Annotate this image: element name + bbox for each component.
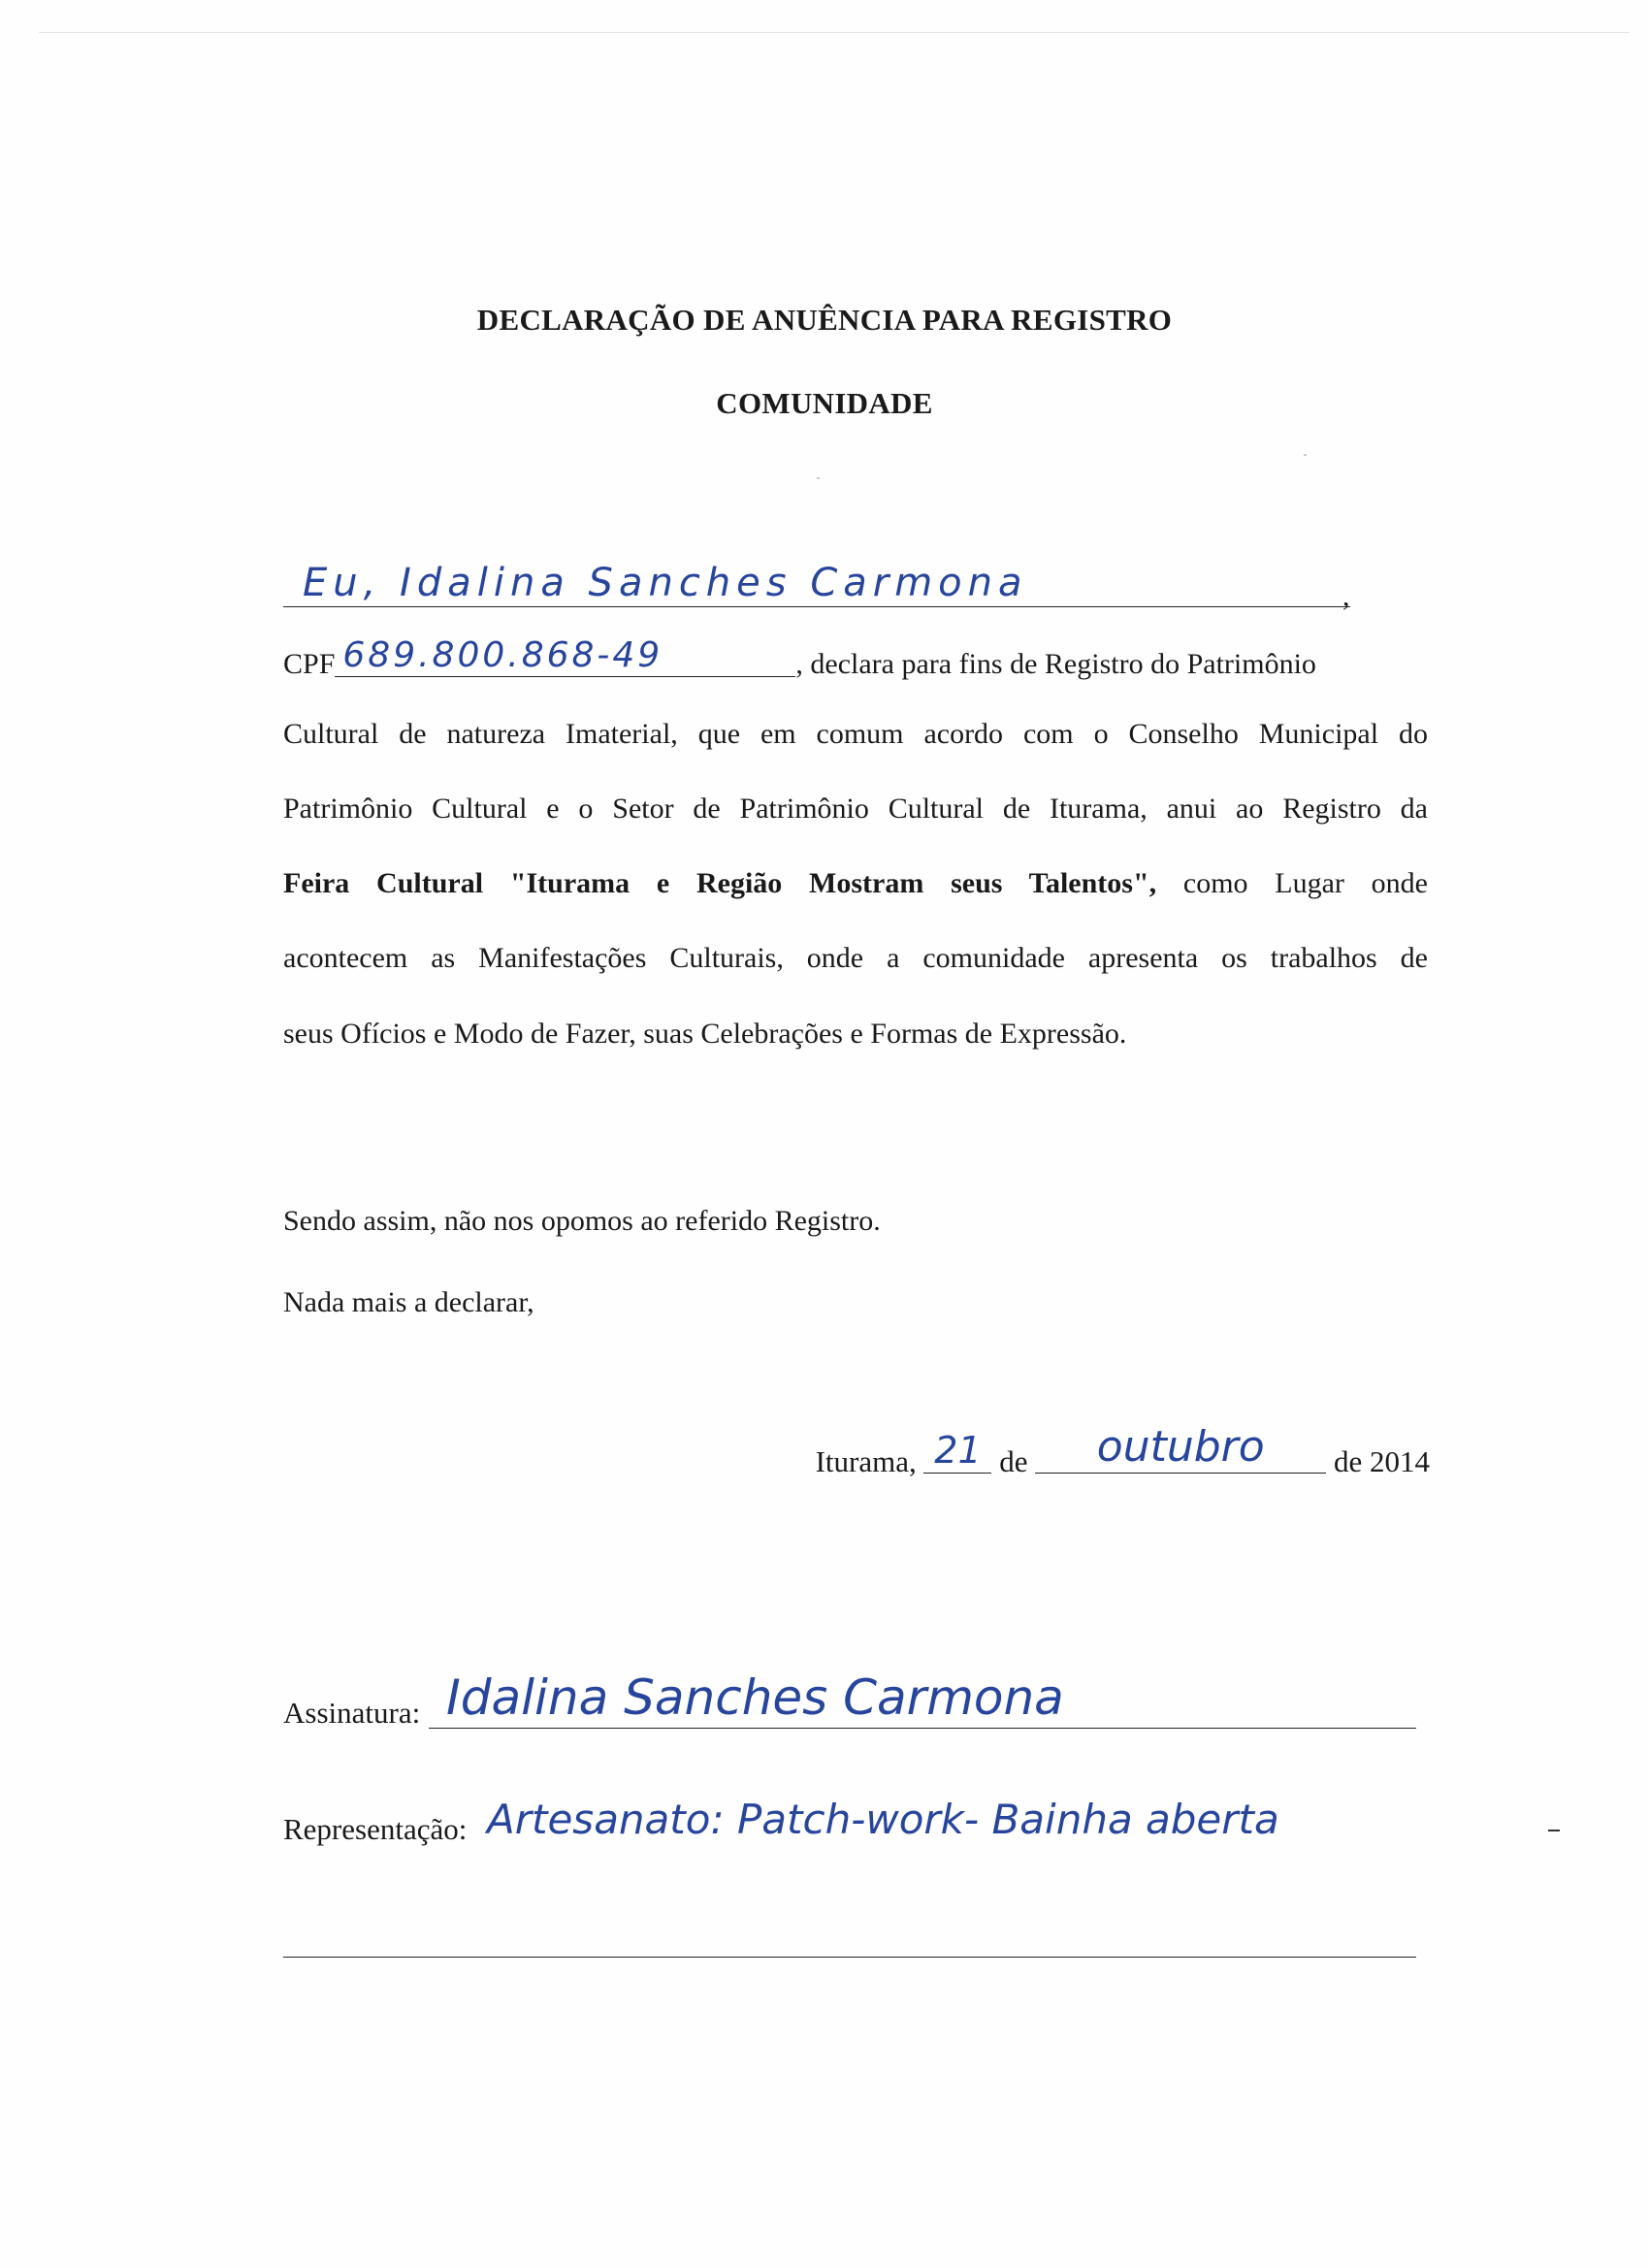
document-subtitle: COMUNIDADE	[716, 386, 933, 420]
cpf-underline	[335, 676, 795, 677]
declarant-name-handwritten: Eu, Idalina Sanches Carmona	[303, 561, 1028, 605]
event-name: Feira Cultural "Iturama e Região Mostram seus Talentos",	[283, 867, 1157, 899]
body-line-1	[283, 635, 1428, 685]
cpf-field	[335, 635, 795, 681]
date-year: de 2014	[1333, 1444, 1430, 1478]
date-de: de	[999, 1444, 1028, 1478]
signature-row	[283, 1659, 1416, 1736]
date-line	[815, 1422, 1430, 1489]
representation-label: Representação:	[283, 1812, 468, 1846]
body-line-1-text: , declara para fins de Registro do Patrimônio	[795, 648, 1316, 680]
document-title: DECLARAÇÃO DE ANUÊNCIA PARA REGISTRO	[476, 303, 1173, 337]
extra-blank-line	[283, 1957, 1416, 1958]
date-city: Iturama,	[815, 1444, 917, 1478]
closing-line-1: Sendo assim, não nos opomos ao referido Registro.	[283, 1205, 881, 1237]
body-line-4-text: como Lugar onde	[1156, 867, 1428, 899]
date-day-handwritten: 21	[934, 1429, 982, 1472]
declarant-name-field	[283, 553, 1350, 621]
body-line-3: Patrimônio Cultural e o Setor de Patrimônio Cultural de Iturama, anui ao Registro da	[283, 793, 1428, 825]
body-line-6: seus Ofícios e Modo de Fazer, suas Celebrações e Formas de Expressão.	[283, 1018, 1127, 1050]
name-comma: ,	[1342, 580, 1350, 612]
body-line-4	[283, 867, 1428, 910]
body-line-5: acontecem as Manifestações Culturais, onde a comunidade apresenta os trabalhos de	[283, 942, 1428, 974]
representation-row	[283, 1775, 1438, 1853]
body-line-2: Cultural de natureza Imaterial, que em comum acordo com o Conselho Municipal do	[283, 718, 1428, 750]
scan-mark	[1548, 1830, 1560, 1831]
signature-label: Assinatura:	[283, 1696, 421, 1730]
scan-top-edge	[39, 32, 1630, 33]
scan-speck	[817, 477, 820, 479]
cpf-label: CPF	[283, 648, 336, 680]
date-month-field	[1035, 1422, 1326, 1479]
representation-field	[477, 1777, 1438, 1845]
representation-handwritten: Artesanato: Patch-work- Bainha aberta	[487, 1796, 1279, 1843]
day-underline	[923, 1473, 991, 1474]
date-day-field	[923, 1431, 991, 1479]
signature-field	[429, 1660, 1416, 1729]
date-month-handwritten: outubro	[1096, 1422, 1265, 1472]
month-underline	[1035, 1473, 1326, 1474]
closing-line-2: Nada mais a declarar,	[283, 1286, 534, 1318]
scan-speck	[1304, 454, 1307, 456]
name-underline	[283, 606, 1350, 607]
signature-handwritten: Idalina Sanches Carmona	[446, 1669, 1064, 1726]
cpf-handwritten: 689.800.868-49	[342, 635, 663, 675]
